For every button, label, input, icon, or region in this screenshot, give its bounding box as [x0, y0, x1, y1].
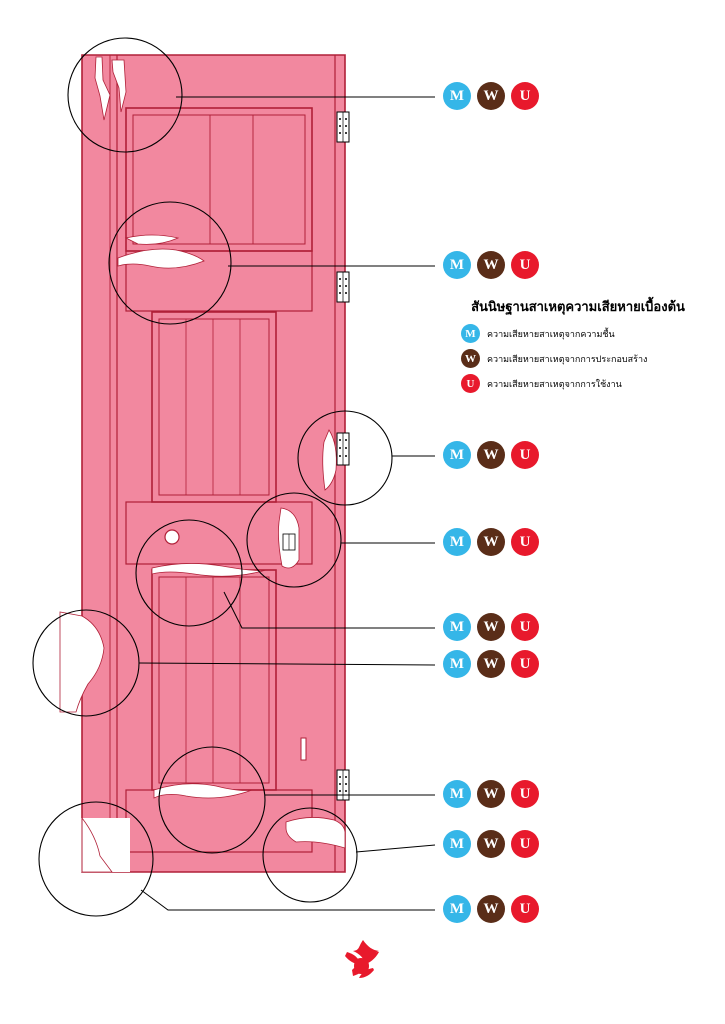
marker-triad-callout-4 — [443, 528, 539, 556]
legend-label-use: ความเสียหายสาเหตุจากการใช้งาน — [487, 378, 622, 389]
door-panel-group — [82, 55, 345, 872]
marker-u-callout-1: U — [511, 82, 539, 110]
marker-triad-callout-5 — [443, 613, 539, 641]
marker-triad-callout-2 — [443, 251, 539, 279]
marker-w-callout-4: W — [477, 528, 505, 556]
marker-u-callout-7: U — [511, 780, 539, 808]
marker-u-callout-2: U — [511, 251, 539, 279]
marker-m-callout-6: M — [443, 650, 471, 678]
hinge-middle — [337, 433, 349, 465]
hinge-top — [337, 112, 349, 142]
marker-triad-callout-9 — [443, 895, 539, 923]
marker-m-callout-9: M — [443, 895, 471, 923]
marker-m-callout-5: M — [443, 613, 471, 641]
legend-title: สันนิษฐานสาเหตุความเสียหายเบื้องต้น — [471, 299, 685, 314]
marker-u-callout-5: U — [511, 613, 539, 641]
marker-triad-callout-8 — [443, 830, 539, 858]
marker-triad-callout-3 — [443, 441, 539, 469]
door-knob — [165, 530, 179, 544]
leader-line-8 — [356, 845, 435, 852]
marker-u-callout-4: U — [511, 528, 539, 556]
marker-u-callout-8: U — [511, 830, 539, 858]
marker-u-callout-9: U — [511, 895, 539, 923]
marker-w-callout-1: W — [477, 82, 505, 110]
marker-triad-callout-7 — [443, 780, 539, 808]
marker-w-callout-3: W — [477, 441, 505, 469]
hinge-upper-middle — [337, 272, 349, 302]
marker-triad-callout-6 — [443, 650, 539, 678]
legend-label-moisture: ความเสียหายสาเหตุจากความชื้น — [487, 328, 615, 339]
marker-m-callout-1: M — [443, 82, 471, 110]
marker-w-callout-5: W — [477, 613, 505, 641]
marker-w-callout-8: W — [477, 830, 505, 858]
legend-label-workmanship: ความเสียหายสาเหตุจากการประกอบสร้าง — [487, 353, 648, 364]
marker-u-callout-3: U — [511, 441, 539, 469]
legend-item-moisture — [447, 324, 709, 343]
marker-m-callout-3: M — [443, 441, 471, 469]
marker-w-callout-2: W — [477, 251, 505, 279]
marker-w-callout-6: W — [477, 650, 505, 678]
leader-line-9 — [141, 890, 435, 910]
legend-item-workmanship — [447, 349, 709, 368]
marker-w-callout-9: W — [477, 895, 505, 923]
legend-dot-m-icon: M — [461, 324, 480, 343]
door-latch-plate — [301, 738, 306, 760]
marker-m-callout-7: M — [443, 780, 471, 808]
marker-m-callout-2: M — [443, 251, 471, 279]
organization-logo-icon — [339, 938, 387, 982]
marker-u-callout-6: U — [511, 650, 539, 678]
legend-dot-u-icon: U — [461, 374, 480, 393]
legend — [447, 296, 709, 399]
legend-dot-w-icon: W — [461, 349, 480, 368]
marker-triad-callout-1 — [443, 82, 539, 110]
legend-item-use — [447, 374, 709, 393]
marker-m-callout-4: M — [443, 528, 471, 556]
marker-m-callout-8: M — [443, 830, 471, 858]
marker-w-callout-7: W — [477, 780, 505, 808]
